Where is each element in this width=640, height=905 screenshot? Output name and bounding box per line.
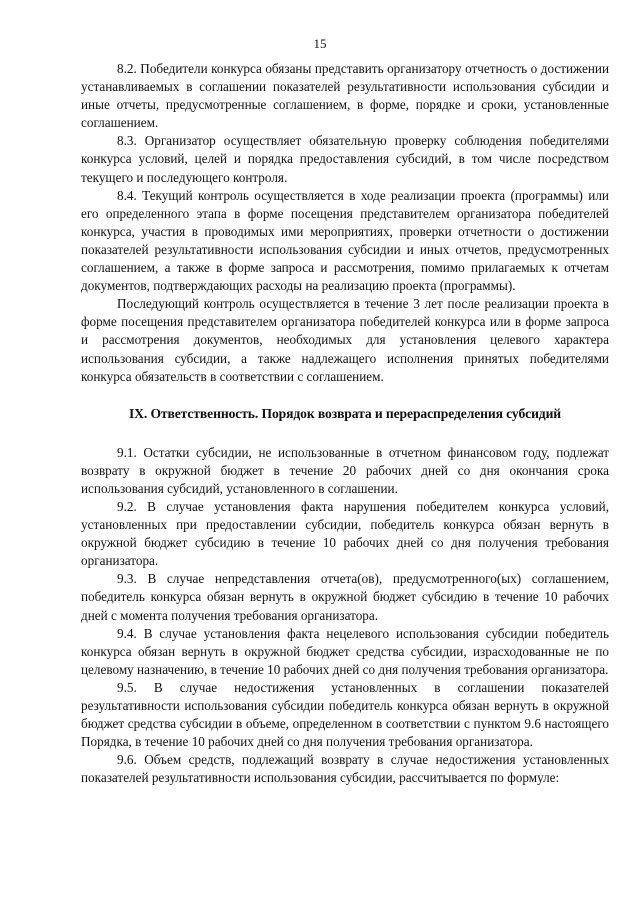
paragraph-8-2: 8.2. Победители конкурса обязаны представить организатору отчетность о достижении устанавливаемых в соглашении показателей результативности использования субсидии и иные отчеты, предусмотренные соглашением, в форме, порядке и сроки, установленные соглашением. bbox=[81, 61, 609, 131]
section-title: IX. Ответственность. Порядок возврата и перераспределения субсидий bbox=[128, 405, 562, 421]
paragraph-9-1: 9.1. Остатки субсидии, не использованные в отчетном финансовом году, подлежат возврату в окружной бюджет в течение 20 рабочих дней со дня окончания срока использования субсидий, установленного в соглашении. bbox=[81, 444, 609, 496]
paragraph-9-6: 9.6. Объем средств, подлежащий возврату в случае недостижения установленных показателей результативности использования субсидии, рассчитывается по формуле: bbox=[81, 752, 609, 786]
document-body bbox=[81, 60, 609, 787]
paragraph-9-4: 9.4. В случае установления факта нецелевого использования субсидии победитель конкурса обязан вернуть в окружной бюджет средства субсидии, израсходованные не по целевому назначению, в течение 10 рабочих дней со дня получения требования организатора. bbox=[81, 625, 609, 677]
paragraph-8-4: 8.4. Текущий контроль осуществляется в ходе реализации проекта (программы) или его определенного этапа в форме посещения представителем организатора победителей конкурса, участия в проводимых ими мероприятиях, проверки отчетности о достижении показателей результативности использования субсидии и иных отчетов, предусмотренных соглашением, а также в форме запроса и рассмотрения, помимо прилагаемых к отчетам документов, подтверждающих расходы на реализацию проекта (программы). bbox=[81, 187, 609, 294]
paragraph-9-2: 9.2. В случае установления факта нарушения победителем конкурса условий, установленных при предоставлении субсидии, победитель конкурса обязан вернуть в окружной бюджет субсидию в течение 10 рабочих дней со дня получения требования организатора. bbox=[81, 498, 609, 569]
paragraph-9-3: 9.3. В случае непредставления отчета(ов), предусмотренного(ых) соглашением, победитель конкурса обязан вернуть в окружной бюджет субсидию в течение 10 рабочих дней с момента получения требования организатора. bbox=[81, 571, 609, 623]
paragraph-followup-control: Последующий контроль осуществляется в течение 3 лет после реализации проекта в форме посещения представителем организатора победителей конкурса или в форме запроса и рассмотрения документов, необходимых для установления целевого характера использования субсидии, а также надлежащего исполнения принятых победителями конкурса обязательств в соответствии с соглашением. bbox=[81, 296, 609, 384]
page-number: 15 bbox=[313, 36, 327, 51]
paragraph-8-3: 8.3. Организатор осуществляет обязательную проверку соблюдения победителями конкурса условий, целей и порядка предоставления субсидий, в том числе посредством текущего и последующего контроля. bbox=[81, 133, 609, 185]
paragraph-9-5: 9.5. В случае недостижения установленных в соглашении показателей результативности использования субсидии победитель конкурса обязан вернуть в окружной бюджет средства субсидии в объеме, определенном в соответствии с пунктом 9.6 настоящего Порядка, в течение 10 рабочих дней со дня получения требования организатора. bbox=[81, 679, 609, 750]
